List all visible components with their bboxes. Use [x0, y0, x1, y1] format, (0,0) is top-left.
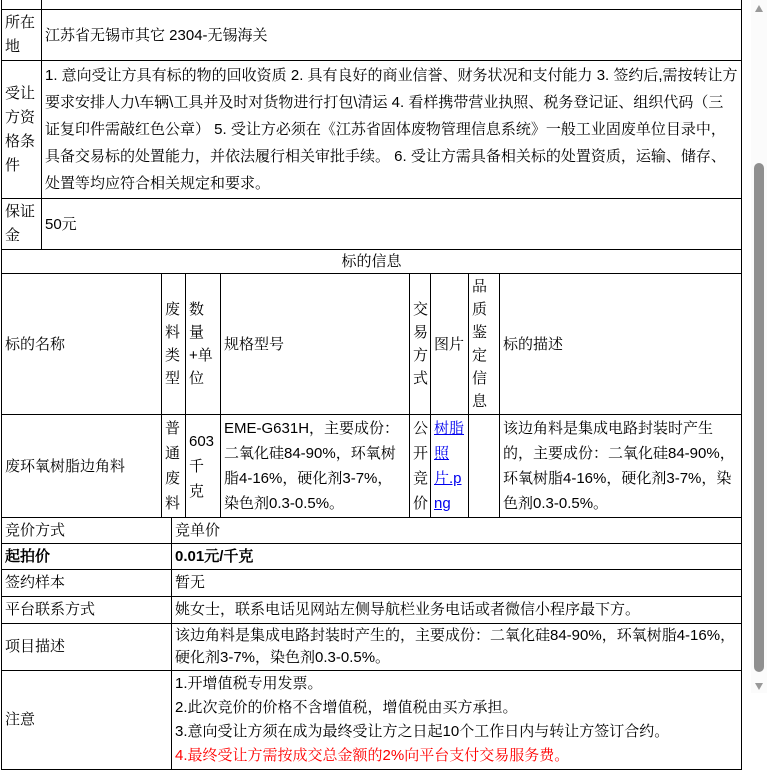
bidding-mode-value: 竞单价: [172, 518, 742, 544]
scrollbar-down-arrow-icon[interactable]: [755, 683, 763, 690]
basic-info-table: [1, 0, 742, 250]
table-row: [2, 10, 742, 61]
contract-sample-value: 暂无: [172, 570, 742, 597]
col-header-spec-model: 规格型号: [221, 274, 410, 415]
col-header-quantity-unit: 数量+单位: [186, 274, 221, 415]
clipped-row-label-cell: [2, 0, 42, 10]
note-item: 2.此次竞价的价格不含增值税，增值税由买方承担。: [175, 699, 518, 716]
clipped-row-value-cell: [42, 0, 742, 10]
table-row: [2, 199, 742, 250]
project-description-label: 项目描述: [2, 624, 172, 671]
scrollbar-up-arrow-icon[interactable]: [755, 5, 763, 12]
qualification-label: 受让方资格条件: [2, 61, 42, 199]
notes-value: [172, 671, 742, 770]
subject-info-table: [1, 249, 742, 518]
qualification-value: 1. 意向受让方具有标的物的回收资质 2. 具有良好的商业信誉、财务状况和支付能力 3. 签约后,需按转让方要求安排人力\车辆\工具并及时对货物进行打包\清运 4. 看样携带营业执照、税务登记证、组织代码（三证复印件需敲红色公章） 5. 受让方必须在《江苏省固体废物管理信息系统》一般工业固废单位目录中，具备交易标的处置能力，并依法履行相关审批手续。 6. 受让方需具备相关标的处置资质，运输、储存、处置等均应符合相关规定和要求。: [42, 61, 742, 199]
detail-table: [1, 517, 742, 770]
table-row: [2, 671, 742, 770]
starting-price-label: 起拍价: [2, 544, 172, 570]
col-header-waste-type: 废料类型: [162, 274, 186, 415]
subject-description-cell: 该边角料是集成电路封装时产生的，主要成份：二氧化硅84-90%，环氧树脂4-16%，硬化剂3-7%，染色剂0.3-0.5%。: [500, 415, 742, 518]
listing-detail-page: [1, 0, 742, 770]
table-row: [2, 0, 742, 10]
location-label: 所在地: [2, 10, 42, 61]
table-row: [2, 61, 742, 199]
note-item: 1.开增值税专用发票。: [175, 675, 323, 692]
table-row: [2, 624, 742, 671]
image-cell: [431, 415, 469, 518]
subject-data-row: [2, 415, 742, 518]
table-row: [2, 570, 742, 597]
col-header-subject-description: 标的描述: [500, 274, 742, 415]
table-row: [2, 544, 742, 570]
subject-info-title: 标的信息: [2, 250, 742, 274]
notes-label: 注意: [2, 671, 172, 770]
col-header-trade-mode: 交易方式: [410, 274, 431, 415]
subject-header-row: [2, 274, 742, 415]
bidding-mode-label: 竞价方式: [2, 518, 172, 544]
table-row: [2, 518, 742, 544]
subject-name-cell: 废环氧树脂边角料: [2, 415, 162, 518]
project-description-value: 该边角料是集成电路封装时产生的，主要成份：二氧化硅84-90%，环氧树脂4-16%，硬化剂3-7%，染色剂0.3-0.5%。: [172, 624, 742, 671]
waste-type-cell: 普通废料: [162, 415, 186, 518]
note-item: 3.意向受让方须在成为最终受让方之日起10个工作日内与转让方签订合约。: [175, 723, 670, 740]
resin-photo-link[interactable]: 树脂照片.png: [434, 420, 465, 512]
contract-sample-label: 签约样本: [2, 570, 172, 597]
scrollbar-thumb[interactable]: [754, 163, 764, 672]
deposit-label: 保证金: [2, 199, 42, 250]
table-row: [2, 597, 742, 624]
quantity-unit-cell: 603 千克: [186, 415, 221, 518]
col-header-quality-info: 品质鉴定信息: [469, 274, 500, 415]
trade-mode-cell: 公开竞价: [410, 415, 431, 518]
col-header-subject-name: 标的名称: [2, 274, 162, 415]
location-value: 江苏省无锡市其它 2304-无锡海关: [42, 10, 742, 61]
deposit-value: 50元: [42, 199, 742, 250]
vertical-scrollbar[interactable]: [751, 0, 767, 693]
quality-info-cell: [469, 415, 500, 518]
table-row: [2, 250, 742, 274]
starting-price-value: 0.01元/千克: [172, 544, 742, 570]
platform-contact-value: 姚女士，联系电话见网站左侧导航栏业务电话或者微信小程序最下方。: [172, 597, 742, 624]
spec-model-cell: EME-G631H，主要成份：二氧化硅84-90%，环氧树脂4-16%，硬化剂3-7%，染色剂0.3-0.5%。: [221, 415, 410, 518]
col-header-image: 图片: [431, 274, 469, 415]
platform-contact-label: 平台联系方式: [2, 597, 172, 624]
note-item-service-fee-warning: 4.最终受让方需按成交总金额的2%向平台支付交易服务费。: [175, 747, 570, 764]
